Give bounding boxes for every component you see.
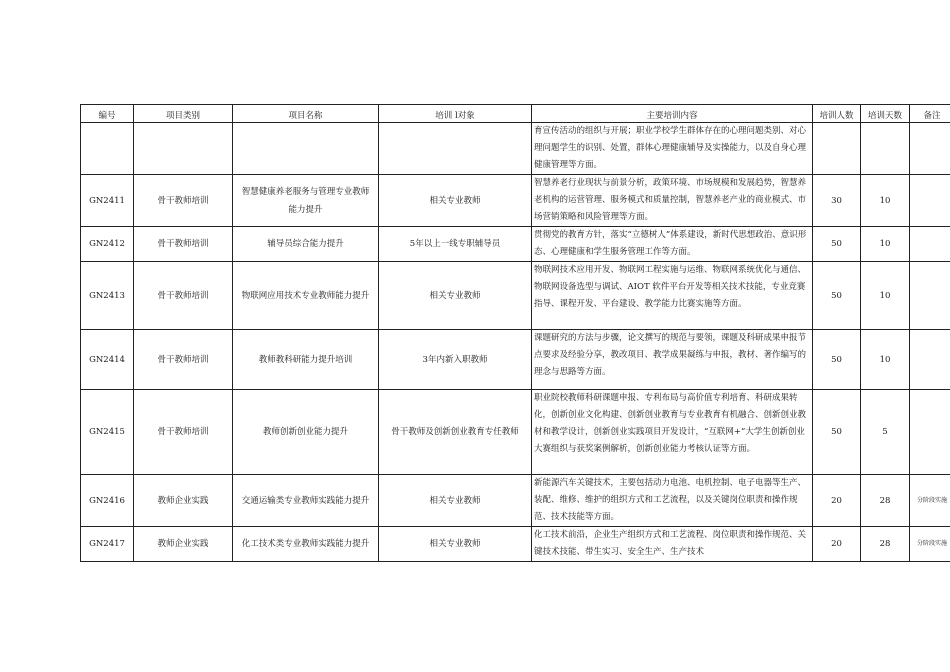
header-name: 项目名称	[233, 105, 379, 123]
cell-days: 28	[861, 475, 910, 527]
cell-name: 辅导员综合能力提升	[233, 227, 379, 262]
header-note: 备注	[910, 105, 950, 123]
cell-note	[910, 390, 950, 475]
cell-days: 10	[861, 175, 910, 227]
header-row	[81, 105, 950, 123]
table-row	[81, 390, 950, 475]
cell-note	[910, 123, 950, 175]
cell-code: GN2412	[81, 227, 134, 262]
cell-category: 骨干教师培训	[134, 227, 233, 262]
cell-people: 30	[813, 175, 861, 227]
header-code: 编号	[81, 105, 134, 123]
cell-content: 课题研究的方法与步骤，论文撰写的规范与要领，课题及科研成果申报节点要求及经验分享，教改项目、教学成果凝练与申报，教材、著作编写的理念与思路等方面。	[532, 330, 813, 390]
cell-content: 育宣传活动的组织与开展；职业学校学生群体存在的心理问题类别、对心理问题学生的识别、处置，群体心理健康辅导及实操能力，以及自身心理健康管理等方面。	[532, 123, 813, 175]
cell-people: 50	[813, 390, 861, 475]
header-category: 项目类别	[134, 105, 233, 123]
table-row	[81, 527, 950, 562]
cell-target: 5年以上一线专职辅导员	[379, 227, 532, 262]
cell-days: 10	[861, 227, 910, 262]
header-days: 培训天数	[861, 105, 910, 123]
cell-note	[910, 227, 950, 262]
cell-code: GN2414	[81, 330, 134, 390]
cell-target: 相关专业教师	[379, 262, 532, 330]
cell-people: 50	[813, 330, 861, 390]
cell-people	[813, 123, 861, 175]
cell-note	[910, 262, 950, 330]
cell-content: 贯彻党的教育方针，落实“立德树人”体系建设，新时代思想政治、意识形态、心理健康和学生服务管理工作等方面。	[532, 227, 813, 262]
cell-category: 骨干教师培训	[134, 262, 233, 330]
cell-days: 28	[861, 527, 910, 562]
table-row	[81, 475, 950, 527]
cell-days: 10	[861, 330, 910, 390]
cell-people: 20	[813, 475, 861, 527]
cell-name: 智慧健康养老服务与管理专业教师能力提升	[233, 175, 379, 227]
table-row	[81, 330, 950, 390]
cell-note	[910, 175, 950, 227]
cell-code: GN2417	[81, 527, 134, 562]
cell-people: 20	[813, 527, 861, 562]
cell-note: 分阶段实施	[910, 475, 950, 527]
cell-note: 分阶段实施	[910, 527, 950, 562]
cell-target: 相关专业教师	[379, 475, 532, 527]
cell-category: 骨干教师培训	[134, 330, 233, 390]
header-content: 主要培训内容	[532, 105, 813, 123]
cell-content: 智慧养老行业现状与前景分析，政策环境、市场规模和发展趋势，智慧养老机构的运营管理、服务模式和质量控制，智慧养老产业的商业模式、市场营销策略和风险管理等方面。	[532, 175, 813, 227]
table-row	[81, 227, 950, 262]
cell-category: 骨干教师培训	[134, 175, 233, 227]
cell-people: 50	[813, 227, 861, 262]
cell-name: 交通运输类专业教师实践能力提升	[233, 475, 379, 527]
cell-target: 骨干教师及创新创业教育专任教师	[379, 390, 532, 475]
cell-category: 骨干教师培训	[134, 390, 233, 475]
cell-code: GN2415	[81, 390, 134, 475]
cell-code: GN2411	[81, 175, 134, 227]
cell-content: 职业院校教师科研课题申报、专利布局与高价值专利培育、科研成果转化，创新创业文化构建、创新创业教育与专业教育有机融合、创新创业教材和教学设计，创新创业实践项目开发设计，“互联网+”大学生创新创业大赛组织与获奖案例解析，创新创业能力考核认证等方面。	[532, 390, 813, 475]
cell-target: 相关专业教师	[379, 527, 532, 562]
cell-days: 5	[861, 390, 910, 475]
cell-content: 物联网技术应用开发、物联网工程实施与运维、物联网系统优化与通信、物联网设备选型与调试、AIOT 软件平台开发等相关技术技能，专业竞赛指导、课程开发、平台建设、教学能力比赛实施等方面。	[532, 262, 813, 330]
cell-target: 相关专业教师	[379, 175, 532, 227]
cell-name: 教师教科研能力提升培训	[233, 330, 379, 390]
cell-content: 新能源汽车关键技术，主要包括动力电池、电机控制、电子电器等生产、装配、维修、维护的组织方式和工艺流程，以及关键岗位职责和操作规范、技术技能等方面。	[532, 475, 813, 527]
cell-target: 3年内新入职教师	[379, 330, 532, 390]
cell-note	[910, 330, 950, 390]
table-row	[81, 123, 950, 175]
cell-category: 教师企业实践	[134, 475, 233, 527]
cell-code: GN2416	[81, 475, 134, 527]
cell-name	[233, 123, 379, 175]
cell-name: 物联网应用技术专业教师能力提升	[233, 262, 379, 330]
cell-target	[379, 123, 532, 175]
header-target: 培训 l对象	[379, 105, 532, 123]
cell-days	[861, 123, 910, 175]
cell-name: 教师创新创业能力提升	[233, 390, 379, 475]
cell-name: 化工技术类专业教师实践能力提升	[233, 527, 379, 562]
cell-days: 10	[861, 262, 910, 330]
cell-category: 教师企业实践	[134, 527, 233, 562]
cell-code: GN2413	[81, 262, 134, 330]
cell-code	[81, 123, 134, 175]
table-row	[81, 175, 950, 227]
cell-people: 50	[813, 262, 861, 330]
header-people: 培训人数	[813, 105, 861, 123]
training-plan-table	[80, 104, 950, 562]
cell-content: 化工技术前沿，企业生产组织方式和工艺流程、岗位职责和操作规范、关键技术技能、带生实习、安全生产、生产技术	[532, 527, 813, 562]
table-row	[81, 262, 950, 330]
cell-category	[134, 123, 233, 175]
